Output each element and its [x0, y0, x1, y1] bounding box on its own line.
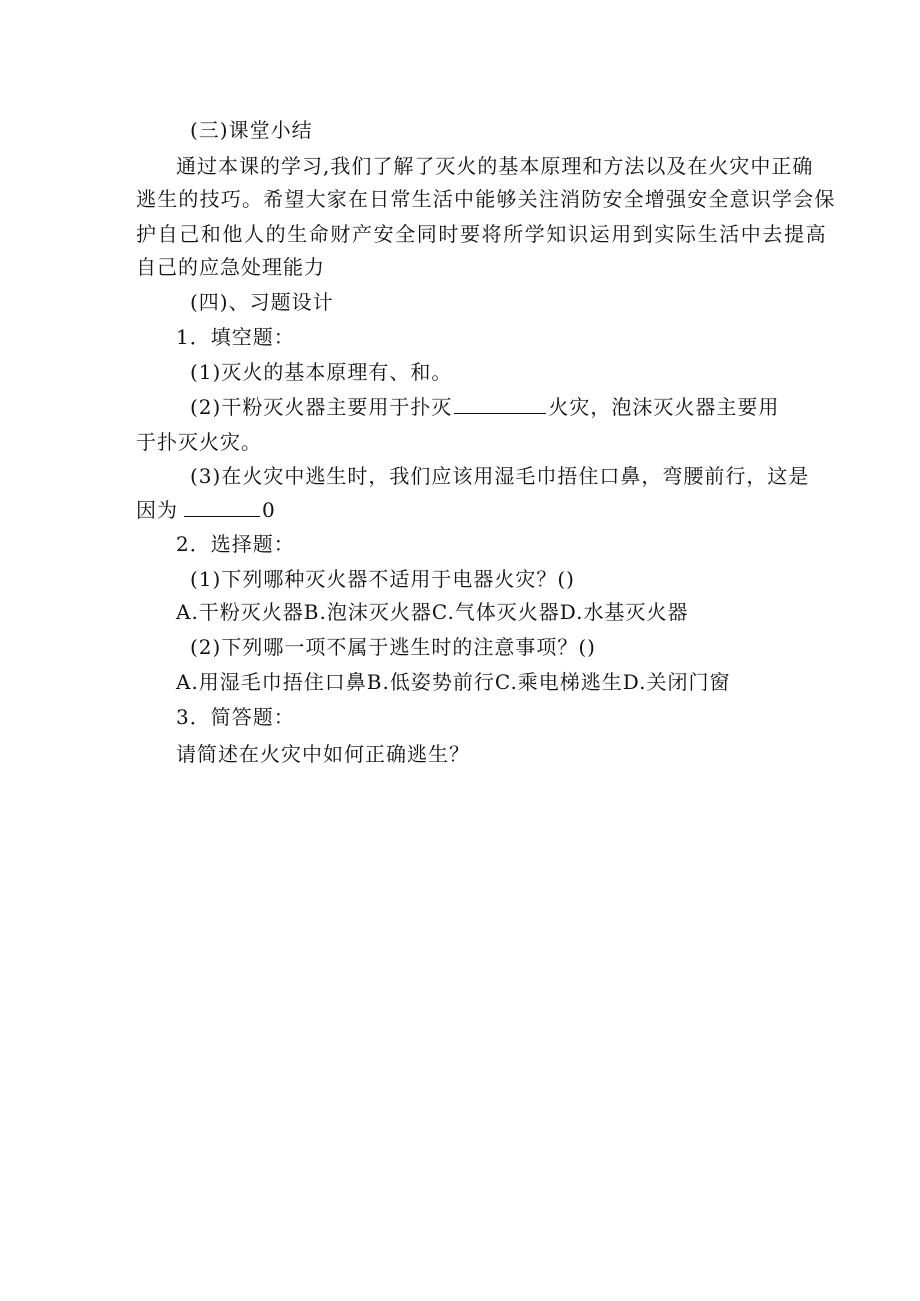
choice-question-2-options: A.用湿毛巾捂住口鼻B.低姿势前行C.乘电梯逃生D.关闭门窗	[176, 670, 731, 694]
fill-question-3-text-b: 因为	[136, 498, 178, 522]
fill-question-2-text-b: 火灾，泡沫灭火器主要用	[548, 395, 780, 419]
summary-line-1: 通过本课的学习,我们了解了灭火的基本原理和方法以及在火灾中正确	[176, 154, 814, 178]
answer-blank[interactable]	[454, 393, 546, 414]
answer-blank[interactable]	[184, 496, 260, 517]
fill-question-2-text-a: (2)干粉灭火器主要用于扑灭	[190, 395, 453, 419]
summary-line-2: 逃生的技巧。希望大家在日常生活中能够关注消防安全增强安全意识学会保	[136, 187, 836, 211]
fill-question-3-continued	[0, 496, 920, 524]
fill-in-title: 1．填空题：	[176, 325, 295, 349]
choice-question-2: (2)下列哪一项不属于逃生时的注意事项？()	[190, 635, 596, 659]
fill-question-3: (3)在火灾中逃生时，我们应该用湿毛巾捂住口鼻，弯腰前行，这是	[190, 464, 810, 488]
summary-heading: (三)课堂小结	[190, 118, 313, 142]
short-answer-title: 3．简答题：	[176, 705, 295, 729]
choice-question-1-options: A.干粉灭火器B.泡沫灭火器C.气体灭火器D.水基灭火器	[176, 600, 689, 624]
summary-line-3: 护自己和他人的生命财产安全同时要将所学知识运用到实际生活中去提高	[136, 222, 828, 246]
choice-question-1: (1)下列哪种灭火器不适用于电器火灾？()	[190, 567, 575, 591]
short-answer-question: 请简述在火灾中如何正确逃生？	[176, 742, 470, 766]
choice-title: 2．选择题：	[176, 532, 295, 556]
exercise-heading: (四)、习题设计	[190, 290, 334, 314]
fill-question-3-text-c: 0	[262, 498, 276, 522]
fill-question-2-continued: 于扑灭火灾。	[136, 430, 262, 454]
fill-question-1: (1)灭火的基本原理有、和。	[190, 360, 453, 384]
summary-line-4: 自己的应急处理能力	[136, 255, 325, 279]
fill-question-2	[0, 393, 920, 421]
